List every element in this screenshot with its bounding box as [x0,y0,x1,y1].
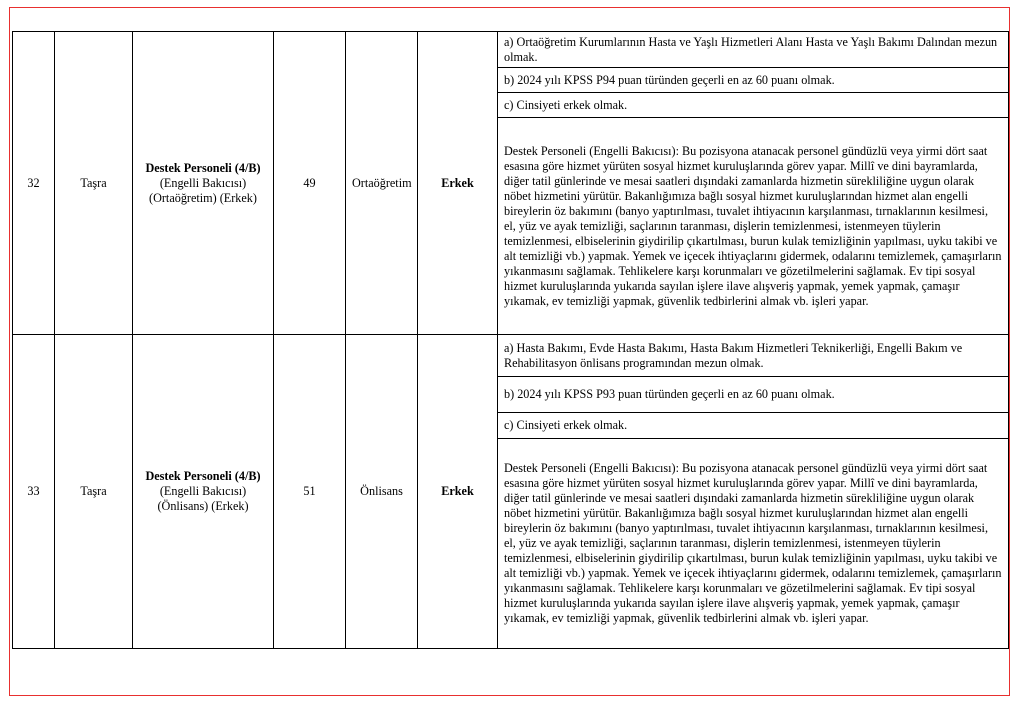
position-count: 51 [274,335,346,649]
table-row [13,335,1009,377]
position-count: 49 [274,32,346,335]
position-subtitle: (Engelli Bakıcısı) [159,175,247,190]
requirement-c: c) Cinsiyeti erkek olmak. [498,413,1009,439]
requirement-b: b) 2024 yılı KPSS P93 puan türünden geçerli en az 60 puanı olmak. [498,377,1009,413]
location-cell: Taşra [55,335,133,649]
education-level: Ortaöğretim [346,32,418,335]
location-cell: Taşra [55,32,133,335]
position-title: Destek Personeli (4/B) [145,469,261,483]
position-subtitle: (Engelli Bakıcısı) [159,484,247,498]
position-subtitle: (Önlisans) (Erkek) [157,499,249,513]
gender-cell: Erkek [418,32,498,335]
position-title-cell [133,335,274,649]
row-number: 32 [13,32,55,335]
requirement-b: b) 2024 yılı KPSS P94 puan türünden geçerli en az 60 puanı olmak. [498,68,1009,93]
position-subtitle: (Ortaöğretim) (Erkek) [149,190,257,205]
requirement-a: a) Hasta Bakımı, Evde Hasta Bakımı, Hasta Bakım Hizmetleri Teknikerliği, Engelli Bakım ve Rehabilitasyon önlisans programından mezun olmak. [498,335,1009,377]
table-row [13,32,1009,68]
positions-table [12,31,1009,649]
job-description: Destek Personeli (Engelli Bakıcısı): Bu pozisyona atanacak personel gündüzlü veya yirmi dört saat esasına göre hizmet yürüten sosyal hizmet kuruluşlarında görev yapar. Millî ve dini bayramlarda, diğer tatil günlerinde ve mesai saatleri dışındaki zamanlarda hizmetin sürekliliğine uygun olarak nöbet hizmetini yürütür. Bakanlığımıza bağlı sosyal hizmet kuruluşlarından hizmet alan engelli bireylerin öz bakımını (banyo yaptırılması, tuvalet ihtiyacının karşılanması, tırnaklarının kesilmesi, el, yüz ve ayak temizliği, saçlarının taranması, dişlerin temizlenmesi, istenmeyen tüylerin temizlenmesi, elbiselerinin giydirilip çıkartılması, burun kulak temizliğinin yapılması, uyku takibi ve alt temizliği vb.) yapmak. Yemek ve içecek ihtiyaçlarını gidermek, odalarını temizlemek, çamaşırların yıkanmasını sağlamak. Tehlikelere karşı korunmaları ve gözetilmelerini sağlamak. Ev tipi sosyal hizmet kuruluşlarında yukarıda sayılan işlere ilave alışveriş yapmak, yemek yapmak, çamaşır yıkamak, ev temizliği yapmak, güvenlik tedbirlerini almak vb. işleri yapar. [498,118,1009,335]
gender-cell: Erkek [418,335,498,649]
requirement-c: c) Cinsiyeti erkek olmak. [498,93,1009,118]
requirement-a: a) Ortaöğretim Kurumlarının Hasta ve Yaşlı Hizmetleri Alanı Hasta ve Yaşlı Bakımı Dalından mezun olmak. [498,32,1009,68]
job-description: Destek Personeli (Engelli Bakıcısı): Bu pozisyona atanacak personel gündüzlü veya yirmi dört saat esasına göre hizmet yürüten sosyal hizmet kuruluşlarında görev yapar. Millî ve dini bayramlarda, diğer tatil günlerinde ve mesai saatleri dışındaki zamanlarda hizmetin sürekliliğine uygun olarak nöbet hizmetini yürütür. Bakanlığımıza bağlı sosyal hizmet kuruluşlarından hizmet alan engelli bireylerin öz bakımını (banyo yaptırılması, tuvalet ihtiyacının karşılanması, tırnaklarının kesilmesi, el, yüz ve ayak temizliği, saçlarının taranması, dişlerin temizlenmesi, istenmeyen tüylerin temizlenmesi, elbiselerinin giydirilip çıkartılması, burun kulak temizliğinin yapılması, uyku takibi ve alt temizliği vb.) yapmak. Yemek ve içecek ihtiyaçlarını gidermek, odalarını temizlemek, çamaşırların yıkanmasını sağlamak. Tehlikelere karşı korunmaları ve gözetilmelerini sağlamak. Ev tipi sosyal hizmet kuruluşlarında yukarıda sayılan işlere ilave alışveriş yapmak, yemek yapmak, çamaşır yıkamak, ev temizliği yapmak, güvenlik tedbirlerini almak vb. işleri yapar. [498,439,1009,649]
row-number: 33 [13,335,55,649]
education-level: Önlisans [346,335,418,649]
position-title: Destek Personeli (4/B) [145,160,261,175]
position-title-cell [133,32,274,335]
